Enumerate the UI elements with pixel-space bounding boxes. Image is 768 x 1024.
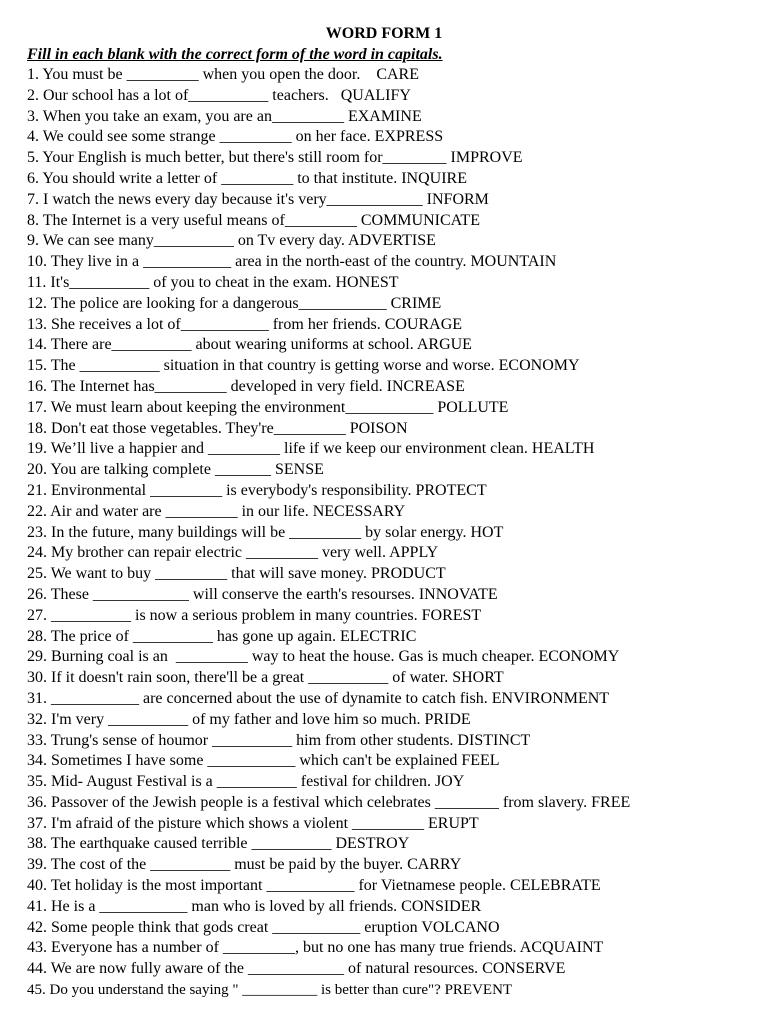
question-item: 42. Some people think that gods creat ___________ eruption VOLCANO xyxy=(27,918,500,936)
question-item: 4. We could see some strange _________ on her face. EXPRESS xyxy=(27,128,444,146)
instruction-text: Fill in each blank with the correct form of the word in capitals. xyxy=(27,46,443,63)
question-item: 13. She receives a lot of___________ from her friends. COURAGE xyxy=(27,315,463,333)
question-item: 35. Mid- August Festival is a __________ festival for children. JOY xyxy=(27,773,465,791)
question-item: 9. We can see many__________ on Tv every day. ADVERTISE xyxy=(27,232,436,250)
question-item: 23. In the future, many buildings will be _________ by solar energy. HOT xyxy=(27,523,504,541)
question-item: 10. They live in a ___________ area in the north-east of the country. MOUNTAIN xyxy=(27,253,557,271)
question-item: 25. We want to buy _________ that will save money. PRODUCT xyxy=(27,565,446,583)
question-item: 7. I watch the news every day because it's very____________ INFORM xyxy=(27,190,489,208)
question-item: 43. Everyone has a number of _________, but no one has many true friends. ACQUAINT xyxy=(27,939,604,957)
worksheet-title: WORD FORM 1 xyxy=(325,25,443,42)
question-item: 44. We are now fully aware of the ____________ of natural resources. CONSERVE xyxy=(27,960,566,978)
question-item: 8. The Internet is a very useful means of_________ COMMUNICATE xyxy=(27,211,480,229)
question-item: 1. You must be _________ when you open the door. CARE xyxy=(27,66,419,83)
question-item: 37. I'm afraid of the pisture which shows a violent _________ ERUPT xyxy=(27,814,479,832)
question-item: 3. When you take an exam, you are an_________ EXAMINE xyxy=(27,107,422,125)
question-item: 5. Your English is much better, but there's still room for________ IMPROVE xyxy=(27,149,523,167)
question-item: 41. He is a ___________ man who is loved by all friends. CONSIDER xyxy=(27,897,482,915)
question-item: 11. It's__________ of you to cheat in the exam. HONEST xyxy=(27,273,399,291)
question-item: 6. You should write a letter of _________ to that institute. INQUIRE xyxy=(27,169,467,187)
question-item: 19. We’ll live a happier and _________ life if we keep our environment clean. HEALTH xyxy=(27,440,595,458)
question-item: 2. Our school has a lot of__________ teachers. QUALIFY xyxy=(27,86,411,104)
question-item: 20. You are talking complete _______ SENSE xyxy=(27,461,324,479)
question-item: 33. Trung's sense of houmor __________ him from other students. DISTINCT xyxy=(27,731,531,749)
question-item: 38. The earthquake caused terrible __________ DESTROY xyxy=(27,835,410,853)
question-item: 15. The __________ situation in that country is getting worse and worse. ECONOMY xyxy=(27,357,580,375)
question-list xyxy=(27,65,757,1001)
question-item: 34. Sometimes I have some ___________ which can't be explained FEEL xyxy=(27,752,500,770)
question-item: 28. The price of __________ has gone up again. ELECTRIC xyxy=(27,627,417,645)
question-item: 29. Burning coal is an _________ way to heat the house. Gas is much cheaper. ECONOMY xyxy=(27,648,620,666)
question-item: 30. If it doesn't rain soon, there'll be a great __________ of water. SHORT xyxy=(27,669,504,687)
question-item: 32. I'm very __________ of my father and love him so much. PRIDE xyxy=(27,710,471,728)
question-item: 24. My brother can repair electric _________ very well. APPLY xyxy=(27,544,439,562)
question-item: 21. Environmental _________ is everybody's responsibility. PROTECT xyxy=(27,481,487,499)
question-item: 27. __________ is now a serious problem in many countries. FOREST xyxy=(27,606,482,624)
question-item: 45. Do you understand the saying " __________ is better than cure"? PREVENT xyxy=(27,982,513,999)
question-item: 12. The police are looking for a dangerous___________ CRIME xyxy=(27,294,442,312)
question-item: 22. Air and water are _________ in our life. NECESSARY xyxy=(27,502,406,520)
question-item: 16. The Internet has_________ developed in very field. INCREASE xyxy=(27,377,465,395)
question-item: 40. Tet holiday is the most important ___________ for Vietnamese people. CELEBRATE xyxy=(27,877,601,895)
question-item: 36. Passover of the Jewish people is a festival which celebrates ________ from slavery. FREE xyxy=(27,793,631,811)
question-item: 31. ___________ are concerned about the use of dynamite to catch fish. ENVIRONMENT xyxy=(27,689,610,707)
question-item: 39. The cost of the __________ must be paid by the buyer. CARRY xyxy=(27,856,462,874)
question-item: 14. There are__________ about wearing uniforms at school. ARGUE xyxy=(27,336,472,354)
question-item: 18. Don't eat those vegetables. They're_________ POISON xyxy=(27,419,408,437)
question-item: 17. We must learn about keeping the environment___________ POLLUTE xyxy=(27,398,509,416)
question-item: 26. These ____________ will conserve the earth's resourses. INNOVATE xyxy=(27,585,498,603)
